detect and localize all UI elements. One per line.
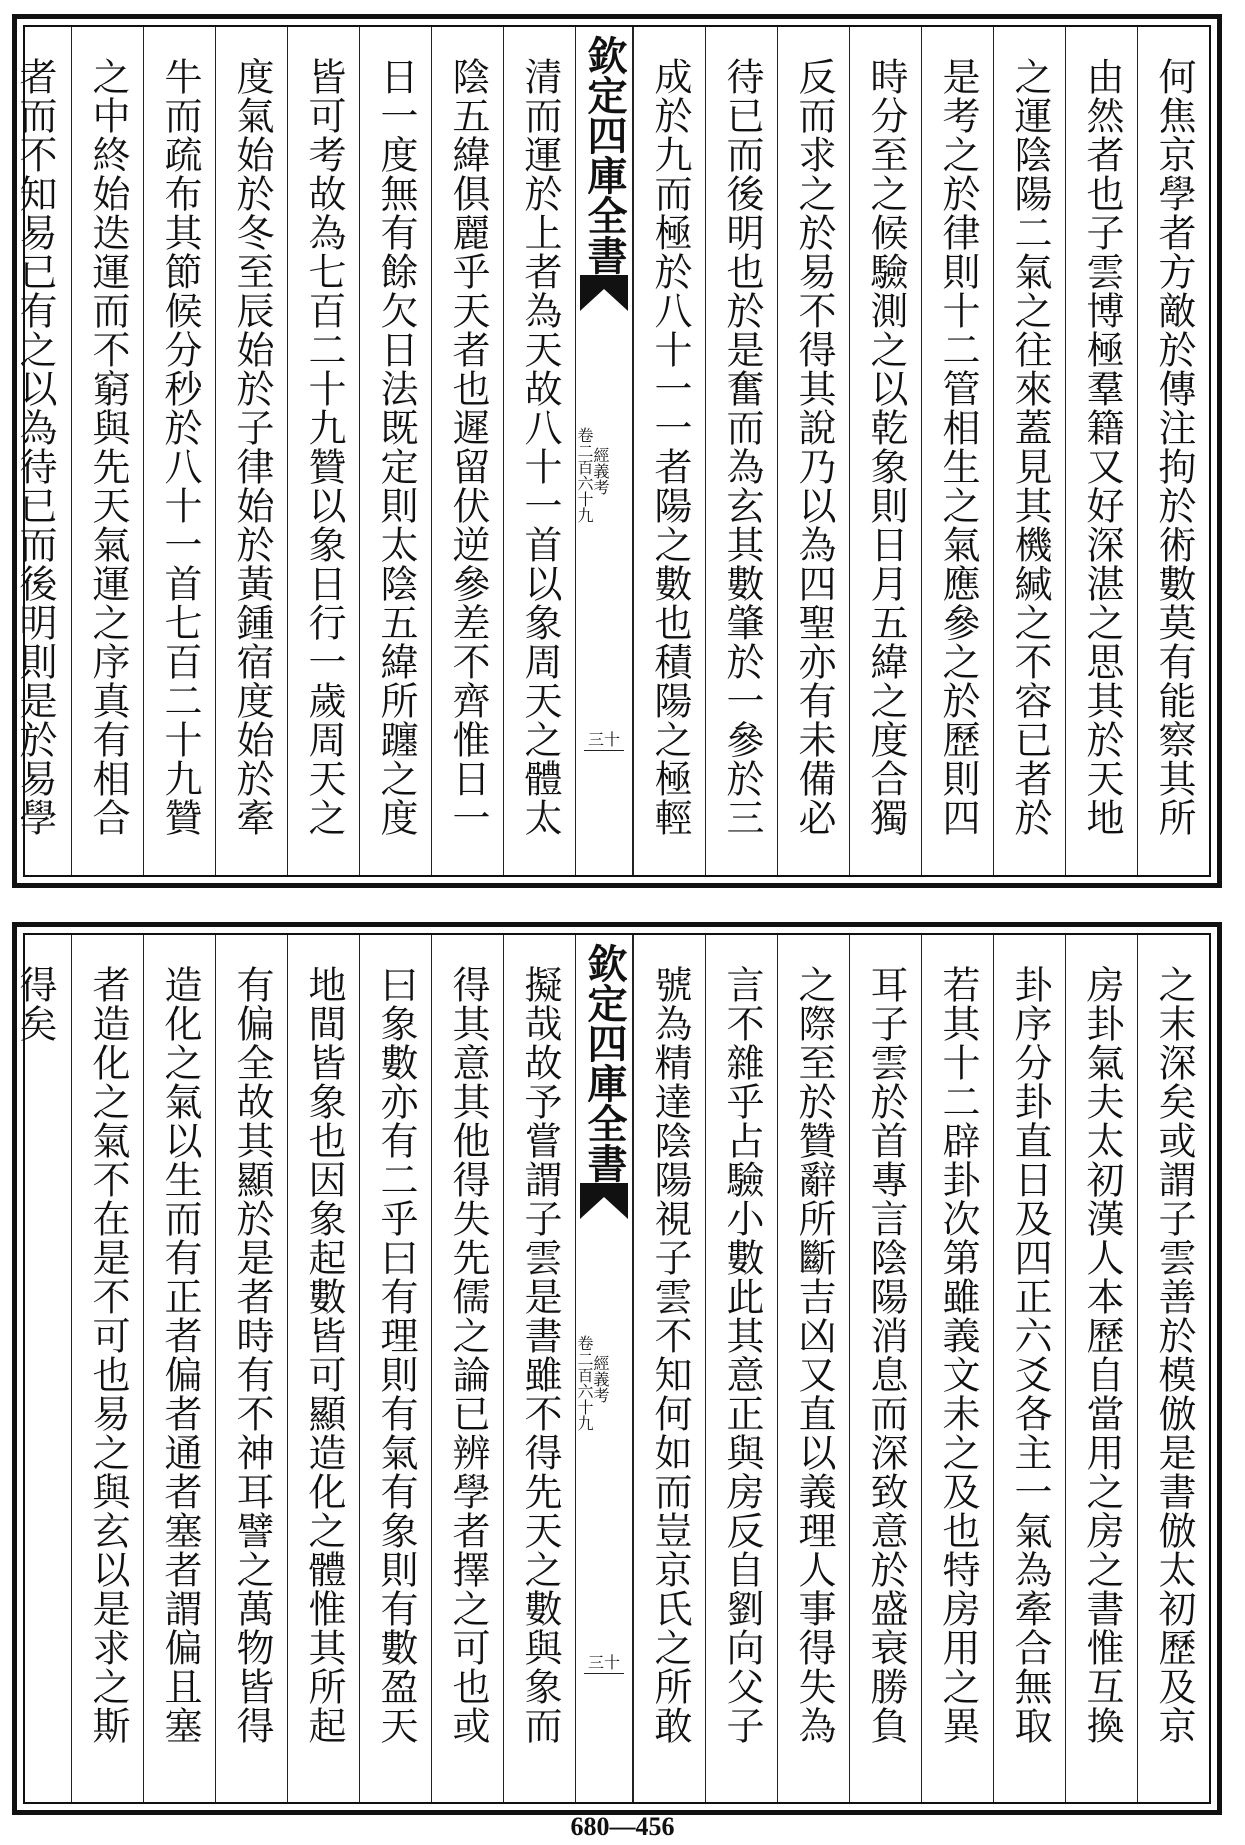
- text-column: [287, 935, 359, 1802]
- book-name: 經義考: [591, 1355, 610, 1403]
- text-column: [431, 27, 503, 875]
- page-code: 680—456: [570, 1812, 675, 1841]
- text-column: [705, 935, 777, 1802]
- bottom-page-panel: [12, 922, 1222, 1815]
- column-text: 言不雜乎占驗小數此其意正與房反自劉向父子: [720, 965, 764, 1745]
- column-text: 造化之氣以生而有正者偏者通者塞者謂偏且塞: [158, 965, 202, 1745]
- text-column: [215, 27, 287, 875]
- column-text: 反而求之於易不得其說乃以為四聖亦有未備必: [792, 57, 836, 837]
- text-column: [431, 935, 503, 1802]
- column-text: 之運陰陽二氣之往來蓋見其機緘之不容已者於: [1008, 57, 1052, 837]
- text-column: [215, 935, 287, 1802]
- column-text: 號為精達陰陽視子雲不知何如而豈京氏之所敢: [648, 965, 692, 1745]
- text-column: [143, 27, 215, 875]
- column-text: 者造化之氣不在是不可也易之與玄以是求之斯: [86, 965, 130, 1745]
- text-column: [921, 935, 993, 1802]
- fish-tail-mark-icon: [580, 275, 628, 311]
- fish-tail-mark-icon: [580, 1183, 628, 1219]
- text-column: [0, 27, 71, 875]
- column-text: 之末深矣或謂子雲善於模倣是書倣太初歷及京: [1152, 965, 1196, 1745]
- text-column: [503, 27, 575, 875]
- text-column: [921, 27, 993, 875]
- text-column: [359, 935, 431, 1802]
- column-text: 曰象數亦有二乎曰有理則有氣有象則有數盈天: [374, 965, 418, 1745]
- text-column: [1137, 27, 1209, 875]
- column-text: 得矣: [13, 965, 57, 1043]
- top-page-inner-frame: [13, 25, 1211, 877]
- text-column: [633, 27, 705, 875]
- column-text: 時分至之候驗測之以乾象則日月五緯之度合獨: [864, 57, 908, 837]
- column-text: 擬哉故予嘗謂子雲是書雖不得先天之數與象而: [518, 965, 562, 1745]
- page-number: 三十: [584, 727, 624, 751]
- book-name: 經義考: [591, 447, 610, 495]
- book-series-title: 欽定四庫全書: [581, 35, 628, 275]
- text-column: [1065, 27, 1137, 875]
- volume-number: 卷二百六十九: [575, 427, 594, 523]
- column-text: 是考之於律則十二管相生之氣應參之於歷則四: [936, 57, 980, 837]
- column-text: 由然者也子雲博極羣籍又好深湛之思其於天地: [1080, 57, 1124, 837]
- bottom-page-inner-frame: [13, 933, 1211, 1804]
- column-text: 皆可考故為七百二十九贊以象日行一歲周天之: [302, 57, 346, 837]
- text-column: [143, 935, 215, 1802]
- text-column: [1065, 935, 1137, 1802]
- column-text: 清而運於上者為天故八十一首以象周天之體太: [518, 57, 562, 837]
- column-text: 成於九而極於八十一一者陽之數也積陽之極輕: [648, 57, 692, 837]
- center-column: [575, 935, 633, 1802]
- text-column: [849, 935, 921, 1802]
- text-column: [503, 935, 575, 1802]
- column-text: 耳子雲於首專言陰陽消息而深致意於盛衰勝負: [864, 965, 908, 1745]
- text-column: [849, 27, 921, 875]
- column-text: 之中終始迭運而不窮與先天氣運之序真有相合: [86, 57, 130, 837]
- text-column: [993, 935, 1065, 1802]
- column-text: 度氣始於冬至辰始於子律始於黃鍾宿度始於牽: [230, 57, 274, 837]
- text-column: [705, 27, 777, 875]
- text-column: [633, 935, 705, 1802]
- column-text: 陰五緯俱麗乎天者也遲留伏逆參差不齊惟日一: [446, 57, 490, 837]
- column-text: 何焦京學者方敵於傳注拘於術數莫有能察其所: [1152, 57, 1196, 837]
- text-column: [287, 27, 359, 875]
- column-text: 若其十二辟卦次第雖義文未之及也特房用之異: [936, 965, 980, 1745]
- column-text: 者而不知易已有之以為待已而後明則是於易學: [13, 57, 57, 837]
- text-column: [0, 935, 71, 1802]
- text-column: [71, 935, 143, 1802]
- top-page-panel: [12, 14, 1222, 888]
- column-text: 地間皆象也因象起數皆可顯造化之體惟其所起: [302, 965, 346, 1745]
- text-column: [71, 27, 143, 875]
- column-text: 待已而後明也於是奮而為玄其數肇於一參於三: [720, 57, 764, 837]
- column-text: 之際至於贊辭所斷吉凶又直以義理人事得失為: [792, 965, 836, 1745]
- center-column: [575, 27, 633, 875]
- volume-number: 卷二百六十九: [575, 1335, 594, 1431]
- column-text: 日一度無有餘欠日法既定則太陰五緯所躔之度: [374, 57, 418, 837]
- text-column: [777, 935, 849, 1802]
- text-column: [1137, 935, 1209, 1802]
- column-text: 得其意其他得失先儒之論已辨學者擇之可也或: [446, 965, 490, 1745]
- column-text: 房卦氣夫太初漢人本歷自當用之房之書惟互換: [1080, 965, 1124, 1745]
- column-text: 有偏全故其顯於是者時有不神耳譬之萬物皆得: [230, 965, 274, 1745]
- book-series-title: 欽定四庫全書: [581, 943, 628, 1183]
- text-column: [993, 27, 1065, 875]
- text-column: [777, 27, 849, 875]
- page-number: 三十: [584, 1650, 624, 1674]
- column-text: 牛而疏布其節候分秒於八十一首七百二十九贊: [158, 57, 202, 837]
- column-text: 卦序分卦直日及四正六爻各主一氣為牽合無取: [1008, 965, 1052, 1745]
- text-column: [359, 27, 431, 875]
